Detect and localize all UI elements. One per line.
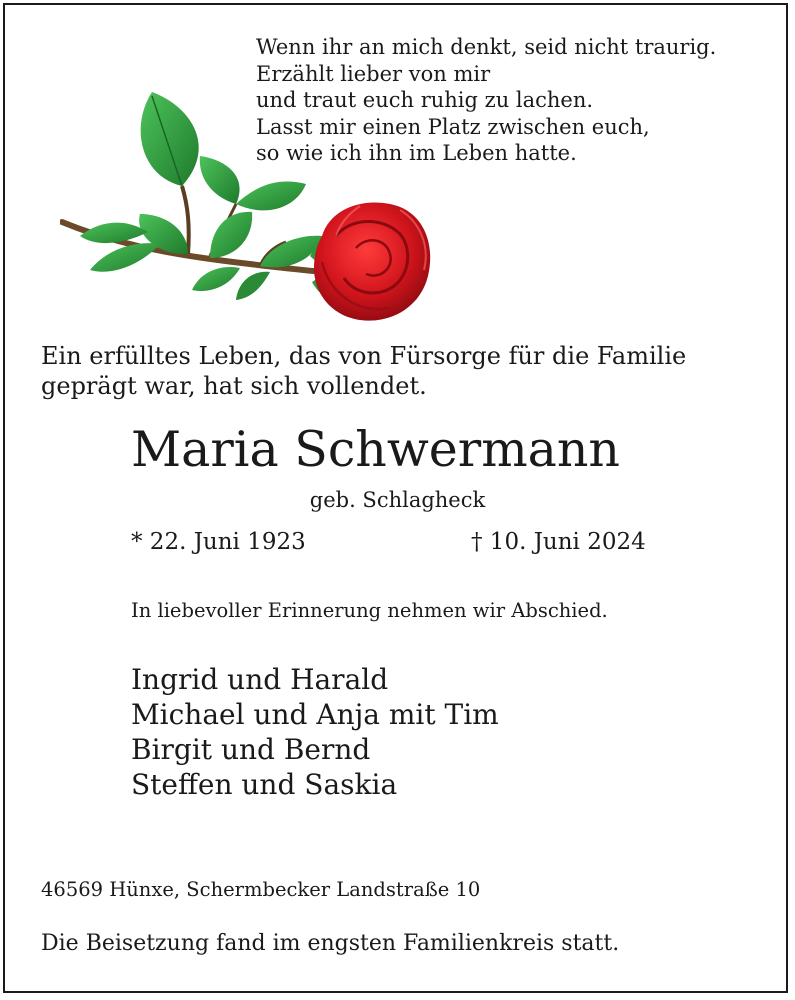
family-member: Steffen und Saskia xyxy=(131,768,398,801)
red-rose-icon xyxy=(60,86,440,331)
burial-note: Die Beisetzung fand im engsten Familienkreis statt. xyxy=(41,931,620,956)
intro-text xyxy=(41,341,686,401)
poem-line: und traut euch ruhig zu lachen. xyxy=(256,88,594,112)
family-member: Ingrid und Harald xyxy=(131,663,389,696)
farewell-text: In liebevoller Erinnerung nehmen wir Abschied. xyxy=(131,599,608,622)
family-member: Michael und Anja mit Tim xyxy=(131,698,499,731)
intro-line: geprägt war, hat sich vollendet. xyxy=(41,372,427,400)
intro-line: Ein erfülltes Leben, das von Fürsorge für die Familie xyxy=(41,342,687,370)
deceased-name: Maria Schwermann xyxy=(131,421,620,478)
poem-line: Lasst mir einen Platz zwischen euch, xyxy=(256,114,650,139)
poem-line: Erzählt lieber von mir xyxy=(256,61,491,86)
poem-line: Wenn ihr an mich denkt, seid nicht traurig. xyxy=(256,35,717,59)
birth-date: * 22. Juni 1923 xyxy=(131,529,306,555)
maiden-name: geb. Schlagheck xyxy=(309,488,486,512)
family-member: Birgit und Bernd xyxy=(131,733,371,766)
poem-line: so wie ich ihn im Leben hatte. xyxy=(256,141,577,165)
death-date: † 10. Juni 2024 xyxy=(471,529,646,555)
address: 46569 Hünxe, Schermbecker Landstraße 10 xyxy=(41,878,481,901)
family-list xyxy=(131,662,499,802)
